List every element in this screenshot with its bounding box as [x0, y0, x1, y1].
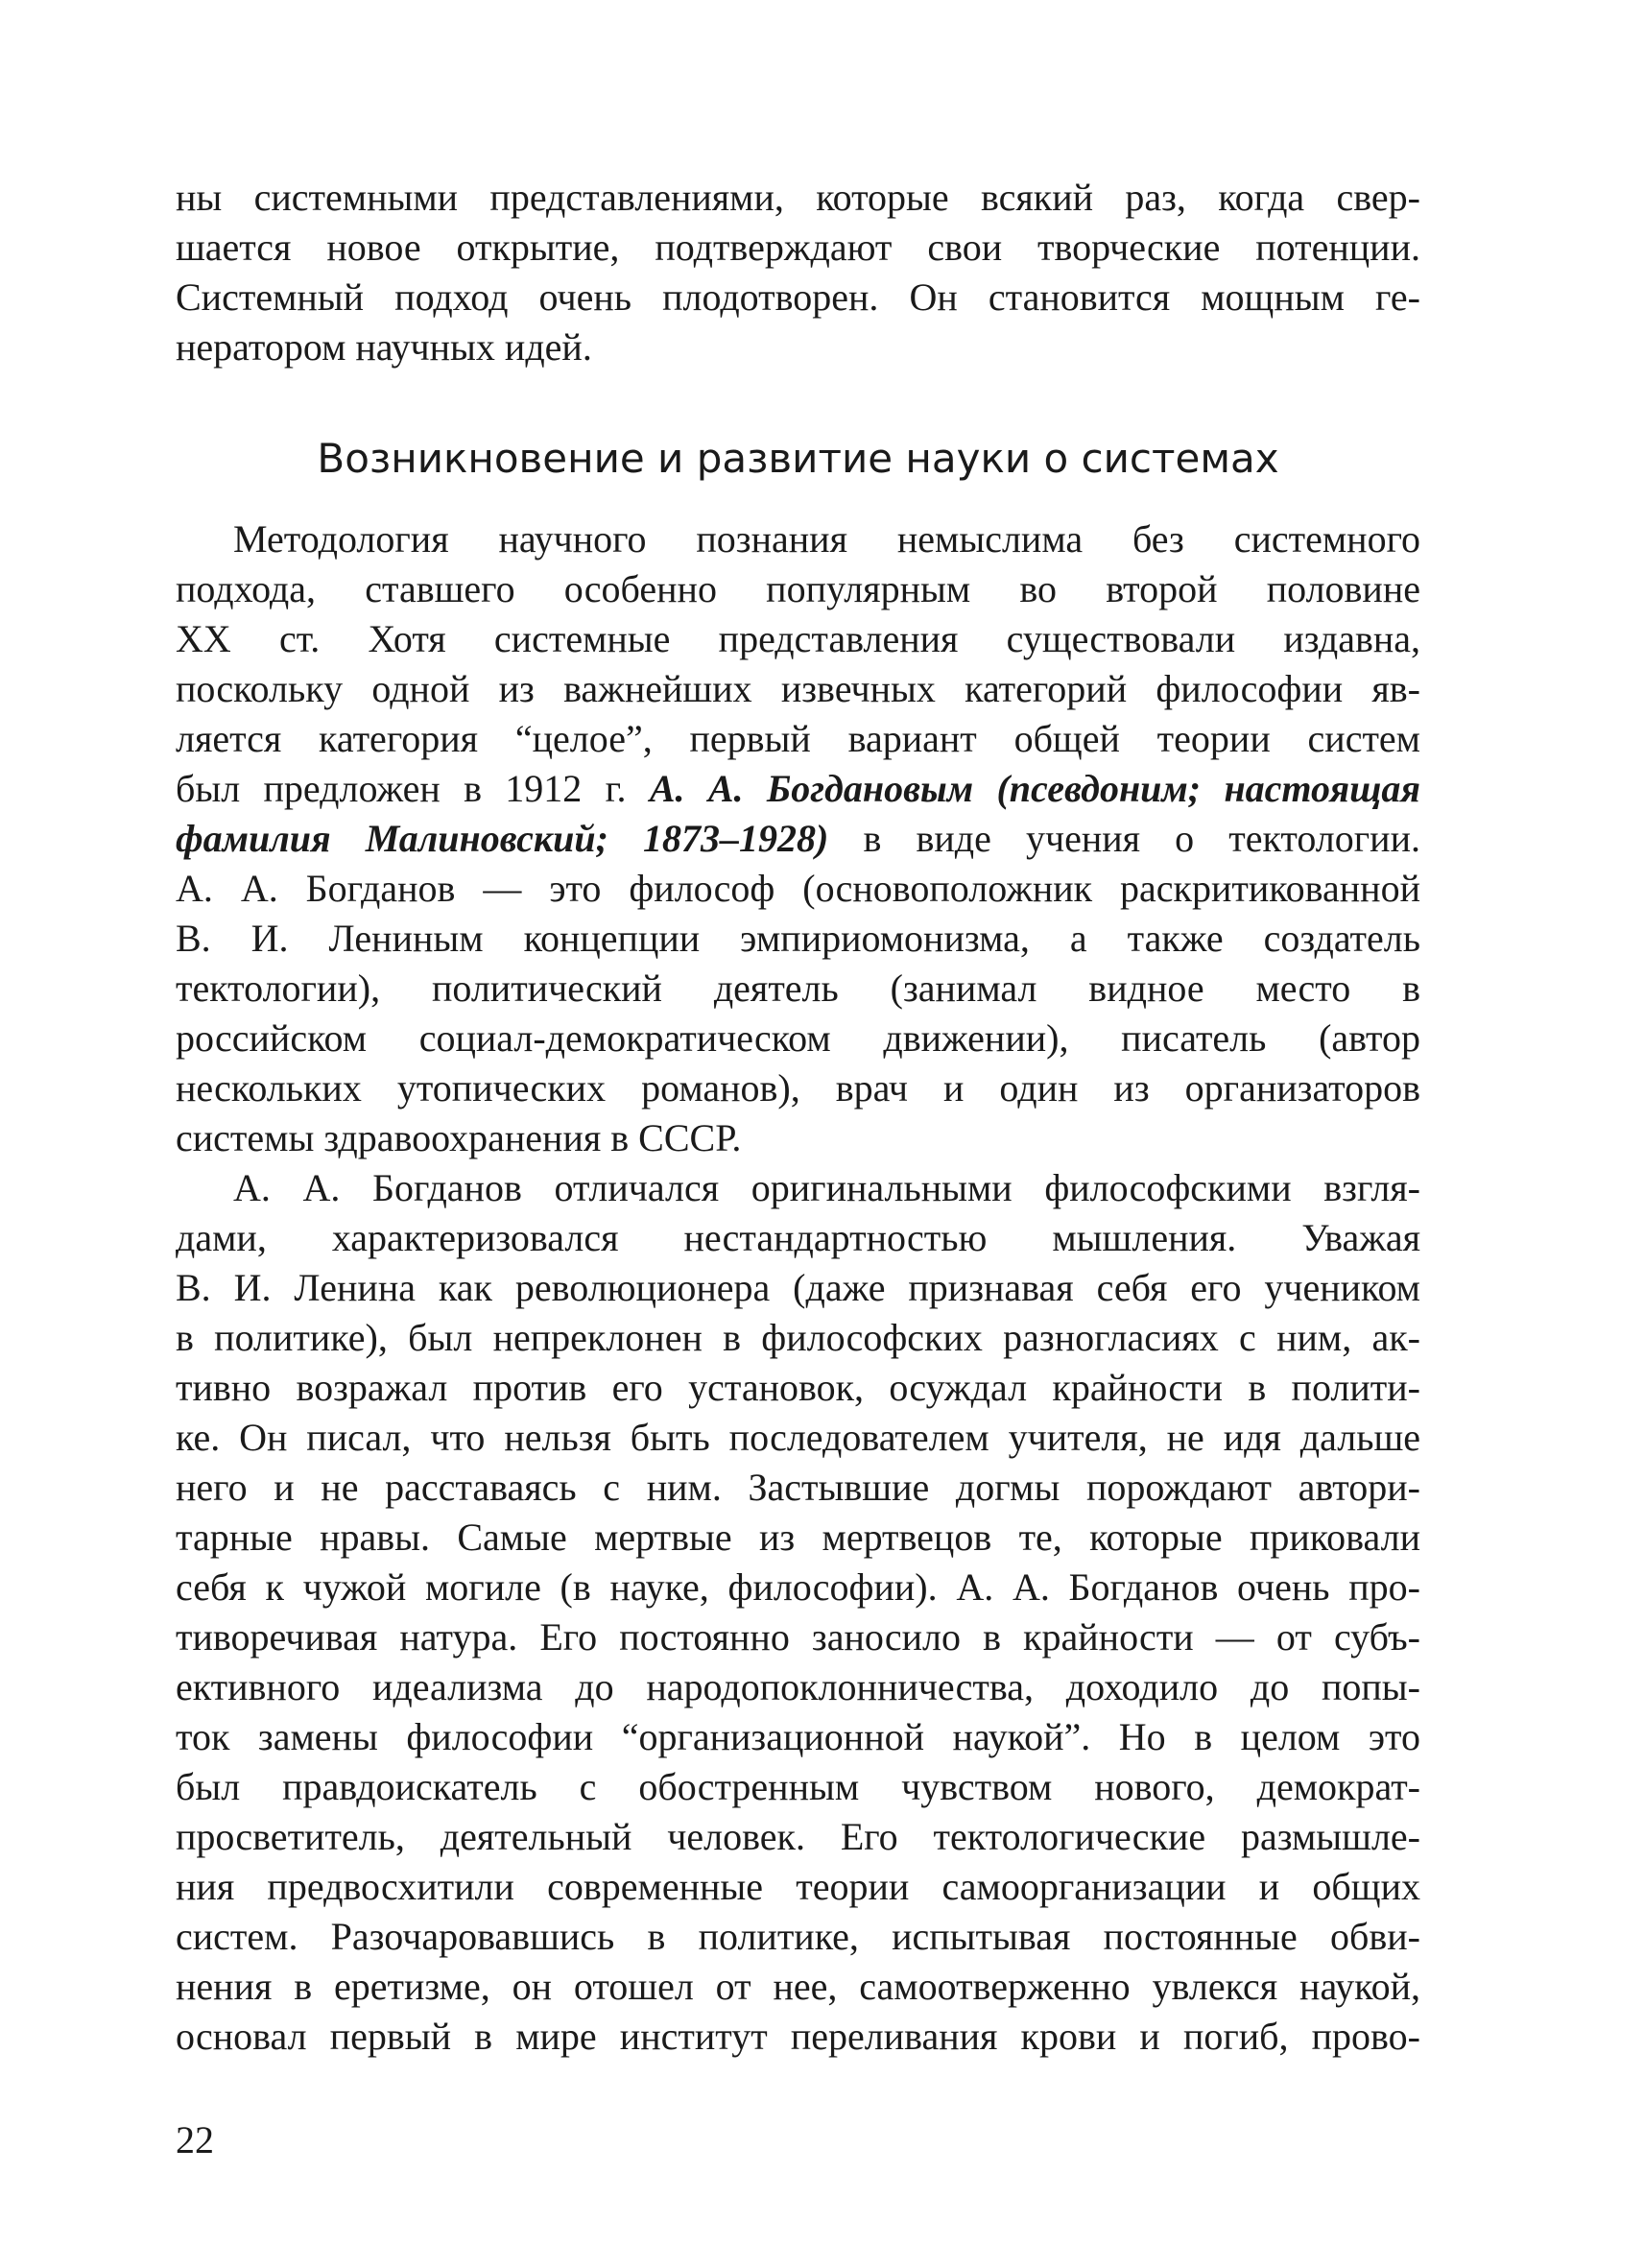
- bold-italic-name: А. А. Богдановым (псевдоним; настоящая: [649, 767, 1420, 810]
- paragraph-line: него и не расставаясь с ним. Застывшие догмы порождают автори-: [176, 1466, 1420, 1509]
- paragraph-line: основал первый в мире институт переливания крови и погиб, прово-: [176, 2015, 1420, 2058]
- paragraph-line: подхода, ставшего особенно популярным во второй половине: [176, 567, 1420, 610]
- intro-paragraph: [176, 173, 1420, 372]
- plain-text: в виде учения о тектологии.: [828, 817, 1420, 860]
- paragraph-line: тарные нравы. Самые мертвые из мертвецов те, которые приковали: [176, 1516, 1420, 1559]
- paragraph-line: тивно возражал против его установок, осуждал крайности в полити-: [176, 1366, 1420, 1409]
- paragraph-line: Методология научного познания немыслима без системного: [233, 517, 1420, 561]
- intro-line: нератором научных идей.: [176, 325, 592, 369]
- paragraph-line: дами, характеризовался нестандартностью мышления. Уважая: [176, 1216, 1420, 1259]
- paragraph-line: в политике), был непреклонен в философских разногласиях с ним, ак-: [176, 1316, 1420, 1359]
- paragraph-line: нескольких утопических романов), врач и один из организаторов: [176, 1066, 1420, 1110]
- paragraph-line: ке. Он писал, что нельзя быть последователем учителя, не идя дальше: [176, 1416, 1420, 1459]
- paragraph-line: себя к чужой могиле (в науке, философии). А. А. Богданов очень про-: [176, 1565, 1420, 1609]
- paragraph-line: ляется категория “целое”, первый вариант общей теории систем: [176, 717, 1420, 760]
- paragraph-1: [176, 514, 1420, 1163]
- paragraph-line: просветитель, деятельный человек. Его тектологические размышле-: [176, 1815, 1420, 1858]
- paragraph-line: ективного идеализма до народопоклонничества, доходило до попы-: [176, 1665, 1420, 1708]
- bold-italic-name: фамилия Малиновский; 1873–1928): [176, 817, 829, 860]
- paragraph-line: российском социал-демократическом движении), писатель (автор: [176, 1016, 1420, 1060]
- paragraph-line: систем. Разочаровавшись в политике, испытывая постоянные обви-: [176, 1915, 1420, 1958]
- paragraph-line: тектологии), политический деятель (занимал видное место в: [176, 967, 1420, 1010]
- paragraph-line: нения в еретизме, он отошел от нее, самоотверженно увлекся наукой,: [176, 1965, 1420, 2008]
- paragraph-line: В. И. Лениным концепции эмпириомонизма, а также создатель: [176, 917, 1420, 960]
- intro-line: ны системными представлениями, которые всякий раз, когда свер-: [176, 176, 1420, 219]
- intro-line: Системный подход очень плодотворен. Он становится мощным ге-: [176, 275, 1420, 319]
- paragraph-line: А. А. Богданов отличался оригинальными философскими взгля-: [233, 1166, 1420, 1209]
- intro-line: шается новое открытие, подтверждают свои творческие потенции.: [176, 226, 1420, 269]
- paragraph-line: А. А. Богданов — это философ (основоположник раскритикованной: [176, 867, 1420, 910]
- paragraph-line: В. И. Ленина как революционера (даже признавая себя его учеником: [176, 1266, 1420, 1309]
- paragraph-line: XX ст. Хотя системные представления существовали издавна,: [176, 617, 1420, 660]
- paragraph-line: был правдоискатель с обостренным чувством нового, демократ-: [176, 1765, 1420, 1808]
- paragraph-line-mixed: [176, 814, 1420, 864]
- paragraph-line: ния предвосхитили современные теории самоорганизации и общих: [176, 1865, 1420, 1908]
- paragraph-line-mixed: [176, 764, 1420, 814]
- page-number: 22: [176, 2118, 214, 2161]
- paragraph-line: тиворечивая натура. Его постоянно заносило в крайности — от субъ-: [176, 1615, 1420, 1659]
- page-content: [176, 173, 1420, 2062]
- paragraph-2: [176, 1163, 1420, 2062]
- paragraph-line: системы здравоохранения в СССР.: [176, 1116, 742, 1159]
- paragraph-line: поскольку одной из важнейших извечных категорий философии яв-: [176, 667, 1420, 710]
- section-heading: Возникновение и развитие науки о системах: [317, 435, 1279, 482]
- paragraph-line: ток замены философии “организационной наукой”. Но в целом это: [176, 1715, 1420, 1758]
- plain-text: был предложен в 1912 г.: [176, 767, 650, 810]
